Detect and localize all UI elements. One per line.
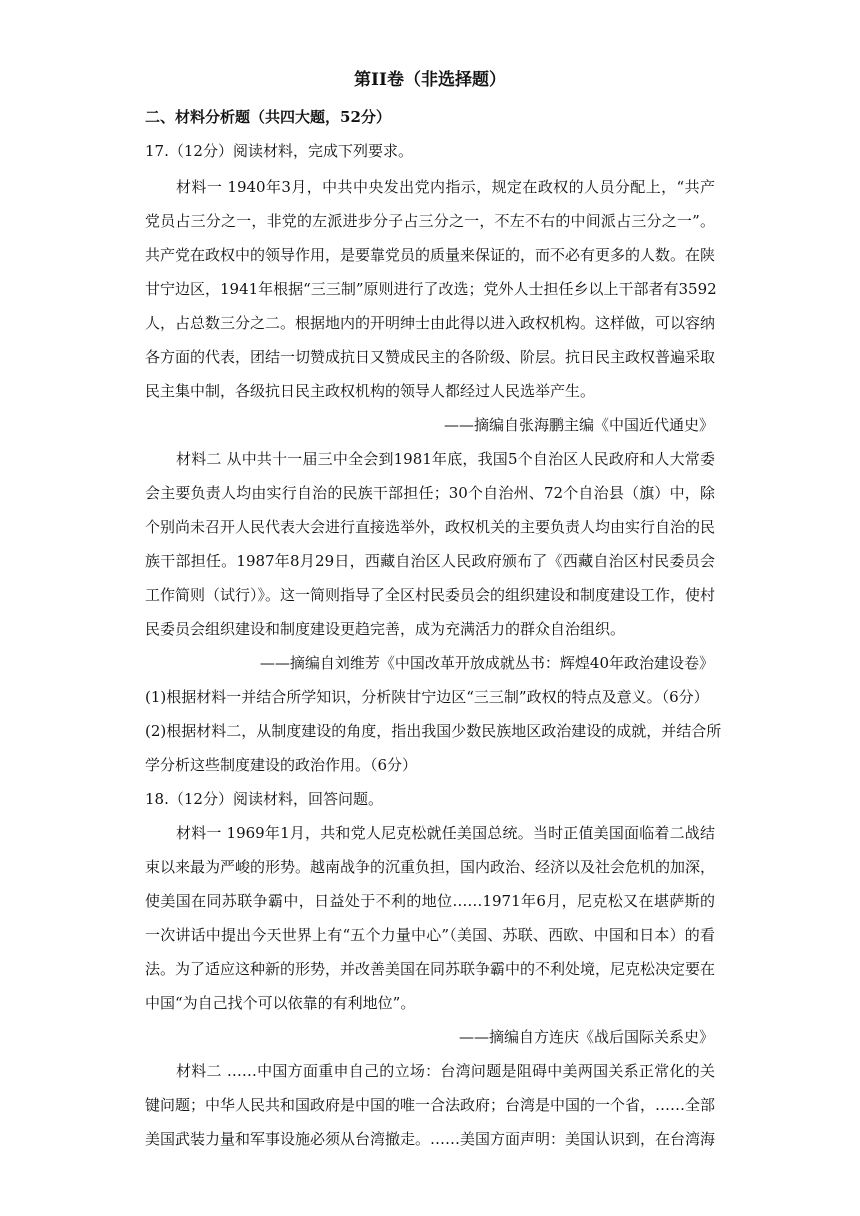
q17-m1-line: 材料一 1940年3月，中共中央发出党内指示，规定在政权的人员分配上，“共产 (176, 178, 715, 196)
q17-m2-line: 个别尚未召开人民代表大会进行直接选举外，政权机关的主要负责人均由实行自治的民 (145, 518, 716, 536)
q17-m1-line: 党员占三分之一，非党的左派进步分子占三分之一，不左不右的中间派占三分之一”。 (145, 212, 715, 230)
q18-m1-line: 材料一 1969年1月，共和党人尼克松就任美国总统。当时正值美国面临着二战结 (176, 824, 715, 842)
q17-m1-line: 各方面的代表，团结一切赞成抗日又赞成民主的各阶级、阶层。抗日民主政权普遍采取 (145, 348, 716, 366)
q18-m2-line: 材料二 ……中国方面重申自己的立场：台湾问题是阻碍中美两国关系正常化的关 (176, 1062, 715, 1080)
q18-m1-line: 中国“为自己找个可以依靠的有利地位”。 (145, 994, 416, 1012)
q17-m1-line: 共产党在政权中的领导作用，是要靠党员的质量来保证的，而不必有更多的人数。在陕 (145, 246, 716, 264)
q17-m2-line: 民委员会组织建设和制度建设更趋完善，成为充满活力的群众自治组织。 (145, 620, 626, 638)
q18-m1-line: 一次讲话中提出今天世界上有“五个力量中心”（美国、苏联、西欧、中国和日本）的看 (145, 926, 715, 944)
q18-m2-line: 键问题；中华人民共和国政府是中国的唯一合法政府；台湾是中国的一个省，……全部 (145, 1096, 716, 1114)
q17-m1-source: ——摘编自张海鹏主编《中国近代通史》 (443, 416, 714, 434)
q17-question-2-line: (2)根据材料二，从制度建设的角度，指出我国少数民族地区政治建设的成就，并结合所 (145, 722, 722, 740)
q17-m2-line: 会主要负责人均由实行自治的民族干部担任；30个自治州、72个自治县（旗）中，除 (145, 484, 715, 502)
q17-m2-line: 族干部担任。1987年8月29日，西藏自治区人民政府颁布了《西藏自治区村民委员会 (145, 552, 715, 570)
q18-m1-line: 法。为了适应这种新的形势，并改善美国在同苏联争霸中的不利处境，尼克松决定要在 (145, 960, 716, 978)
q18-m1-line: 束以来最为严峻的形势。越南战争的沉重负担，国内政治、经济以及社会危机的加深， (145, 858, 716, 876)
part-title: 第II卷（非选择题） (354, 70, 506, 90)
q17-question-2-line: 学分析这些制度建设的政治作用。（6分） (145, 756, 418, 774)
q17-stem: 17.（12分）阅读材料，完成下列要求。 (145, 142, 413, 160)
q17-m1-line: 甘宁边区，1941年根据“三三制”原则进行了改选；党外人士担任乡以上干部者有3592 (145, 280, 717, 298)
q17-m2-line: 工作简则（试行）》。这一简则指导了全区村民委员会的组织建设和制度建设工作，使村 (145, 586, 716, 604)
q17-m1-line: 人，占总数三分之二。根据地内的开明绅士由此得以进入政权机构。这样做，可以容纳 (145, 314, 716, 332)
q18-stem: 18.（12分）阅读材料，回答问题。 (145, 790, 383, 808)
q17-m2-line: 材料二 从中共十一届三中全会到1981年底，我国5个自治区人民政府和人大常委 (176, 450, 715, 468)
q17-m2-source: ——摘编自刘维芳《中国改革开放成就丛书：辉煌40年政治建设卷》 (259, 654, 714, 672)
q18-m1-line: 使美国在同苏联争霸中，日益处于不利的地位……1971年6月，尼克松又在堪萨斯的 (145, 892, 715, 910)
q17-m1-line: 民主集中制，各级抗日民主政权机构的领导人都经过人民选举产生。 (145, 382, 596, 400)
q18-m2-line: 美国武装力量和军事设施必须从台湾撤走。……美国方面声明：美国认识到，在台湾海 (145, 1130, 716, 1148)
q18-m1-source: ——摘编自方连庆《战后国际关系史》 (458, 1028, 714, 1046)
q17-question-1: (1)根据材料一并结合所学知识，分析陕甘宁边区“三三制”政权的特点及意义。（6分） (145, 688, 709, 706)
section-heading: 二、材料分析题（共四大题，52分） (145, 108, 391, 126)
